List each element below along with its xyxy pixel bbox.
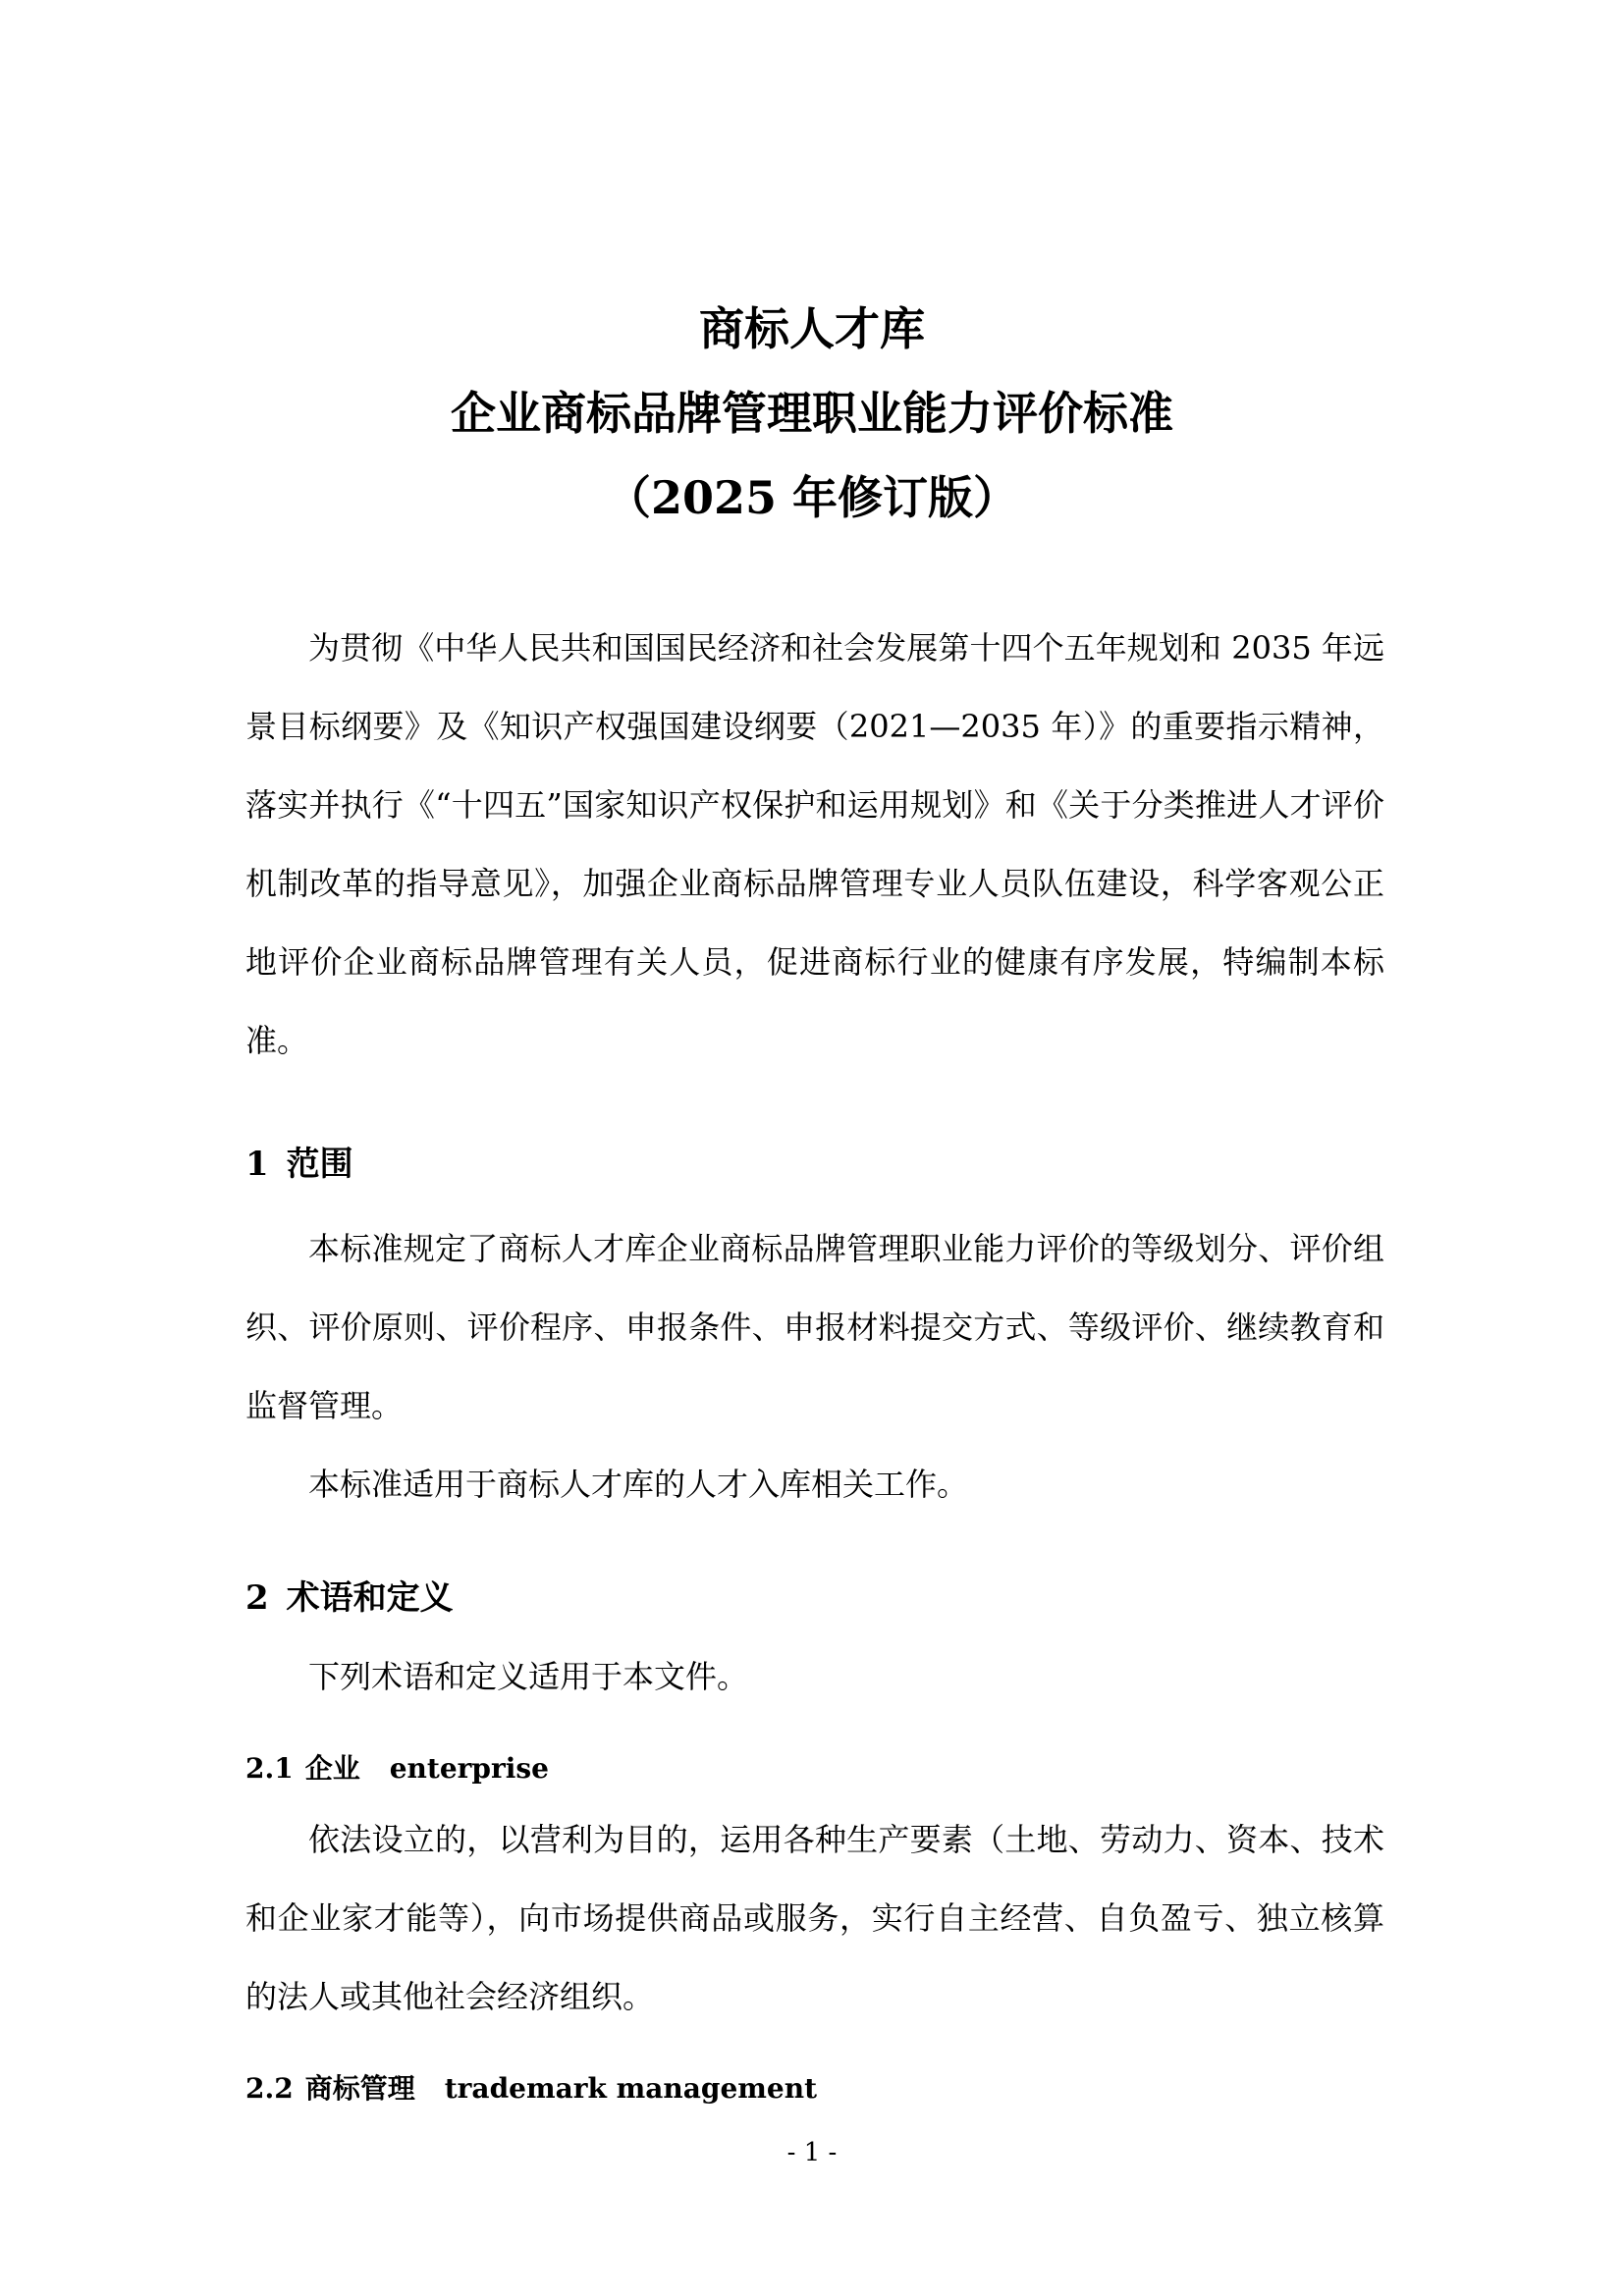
title-line-1: 商标人才库 — [699, 302, 925, 355]
section-1-number: 1 — [245, 1145, 269, 1184]
section-2-body — [245, 1637, 1384, 1716]
title-line-3: （2025 年修订版） — [605, 471, 1019, 524]
subsection-2-2-number: 2.2 — [245, 2072, 294, 2105]
section-2-paragraph-1: 下列术语和定义适用于本文件。 — [308, 1658, 749, 1695]
subsection-2-1-body — [245, 1800, 1384, 2036]
title-line-2: 企业商标品牌管理职业能力评价标准 — [451, 387, 1173, 440]
section-1-heading — [245, 1137, 353, 1185]
subsection-2-1-heading — [245, 1747, 549, 1787]
subsection-2-1-number: 2.1 — [245, 1752, 294, 1785]
section-1-body — [245, 1209, 1384, 1523]
section-1-paragraph-1: 本标准规定了商标人才库企业商标品牌管理职业能力评价的等级划分、评价组织、评价原则、评价程序、申报条件、申报材料提交方式、等级评价、继续教育和监督管理。 — [245, 1230, 1384, 1424]
subsection-2-1-title: 企业 — [304, 1752, 360, 1785]
intro-paragraph: 为贯彻《中华人民共和国国民经济和社会发展第十四个五年规划和 2035 年远景目标纲要》及《知识产权强国建设纲要（2021—2035 年）》的重要指示精神，落实并执行《“十四五”国家知识产权保护和运用规划》和《关于分类推进人才评价机制改革的指导意见》，加强企业商标品牌管理专业人员队伍建设，科学客观公正地评价企业商标品牌管理有关人员，促进商标行业的健康有序发展，特编制本标准。 — [245, 629, 1384, 1059]
section-2-number: 2 — [245, 1578, 269, 1618]
subsection-2-1-paragraph: 依法设立的，以营利为目的，运用各种生产要素（土地、劳动力、资本、技术和企业家才能等），向市场提供商品或服务，实行自主经营、自负盈亏、独立核算的法人或其他社会经济组织。 — [245, 1821, 1384, 2015]
intro-section — [245, 609, 1384, 1080]
subsection-2-2-title: 商标管理 — [304, 2072, 415, 2105]
title-block — [0, 287, 1624, 540]
subsection-2-2-heading — [245, 2067, 817, 2107]
section-1-title: 范围 — [286, 1145, 353, 1184]
section-2-heading — [245, 1571, 454, 1619]
page-number: - 1 - — [786, 2138, 838, 2167]
section-1-paragraph-2: 本标准适用于商标人才库的人才入库相关工作。 — [308, 1466, 969, 1503]
subsection-2-1-title-en: enterprise — [389, 1752, 549, 1785]
section-2-title: 术语和定义 — [286, 1578, 454, 1618]
subsection-2-2-title-en: trademark management — [444, 2072, 818, 2105]
